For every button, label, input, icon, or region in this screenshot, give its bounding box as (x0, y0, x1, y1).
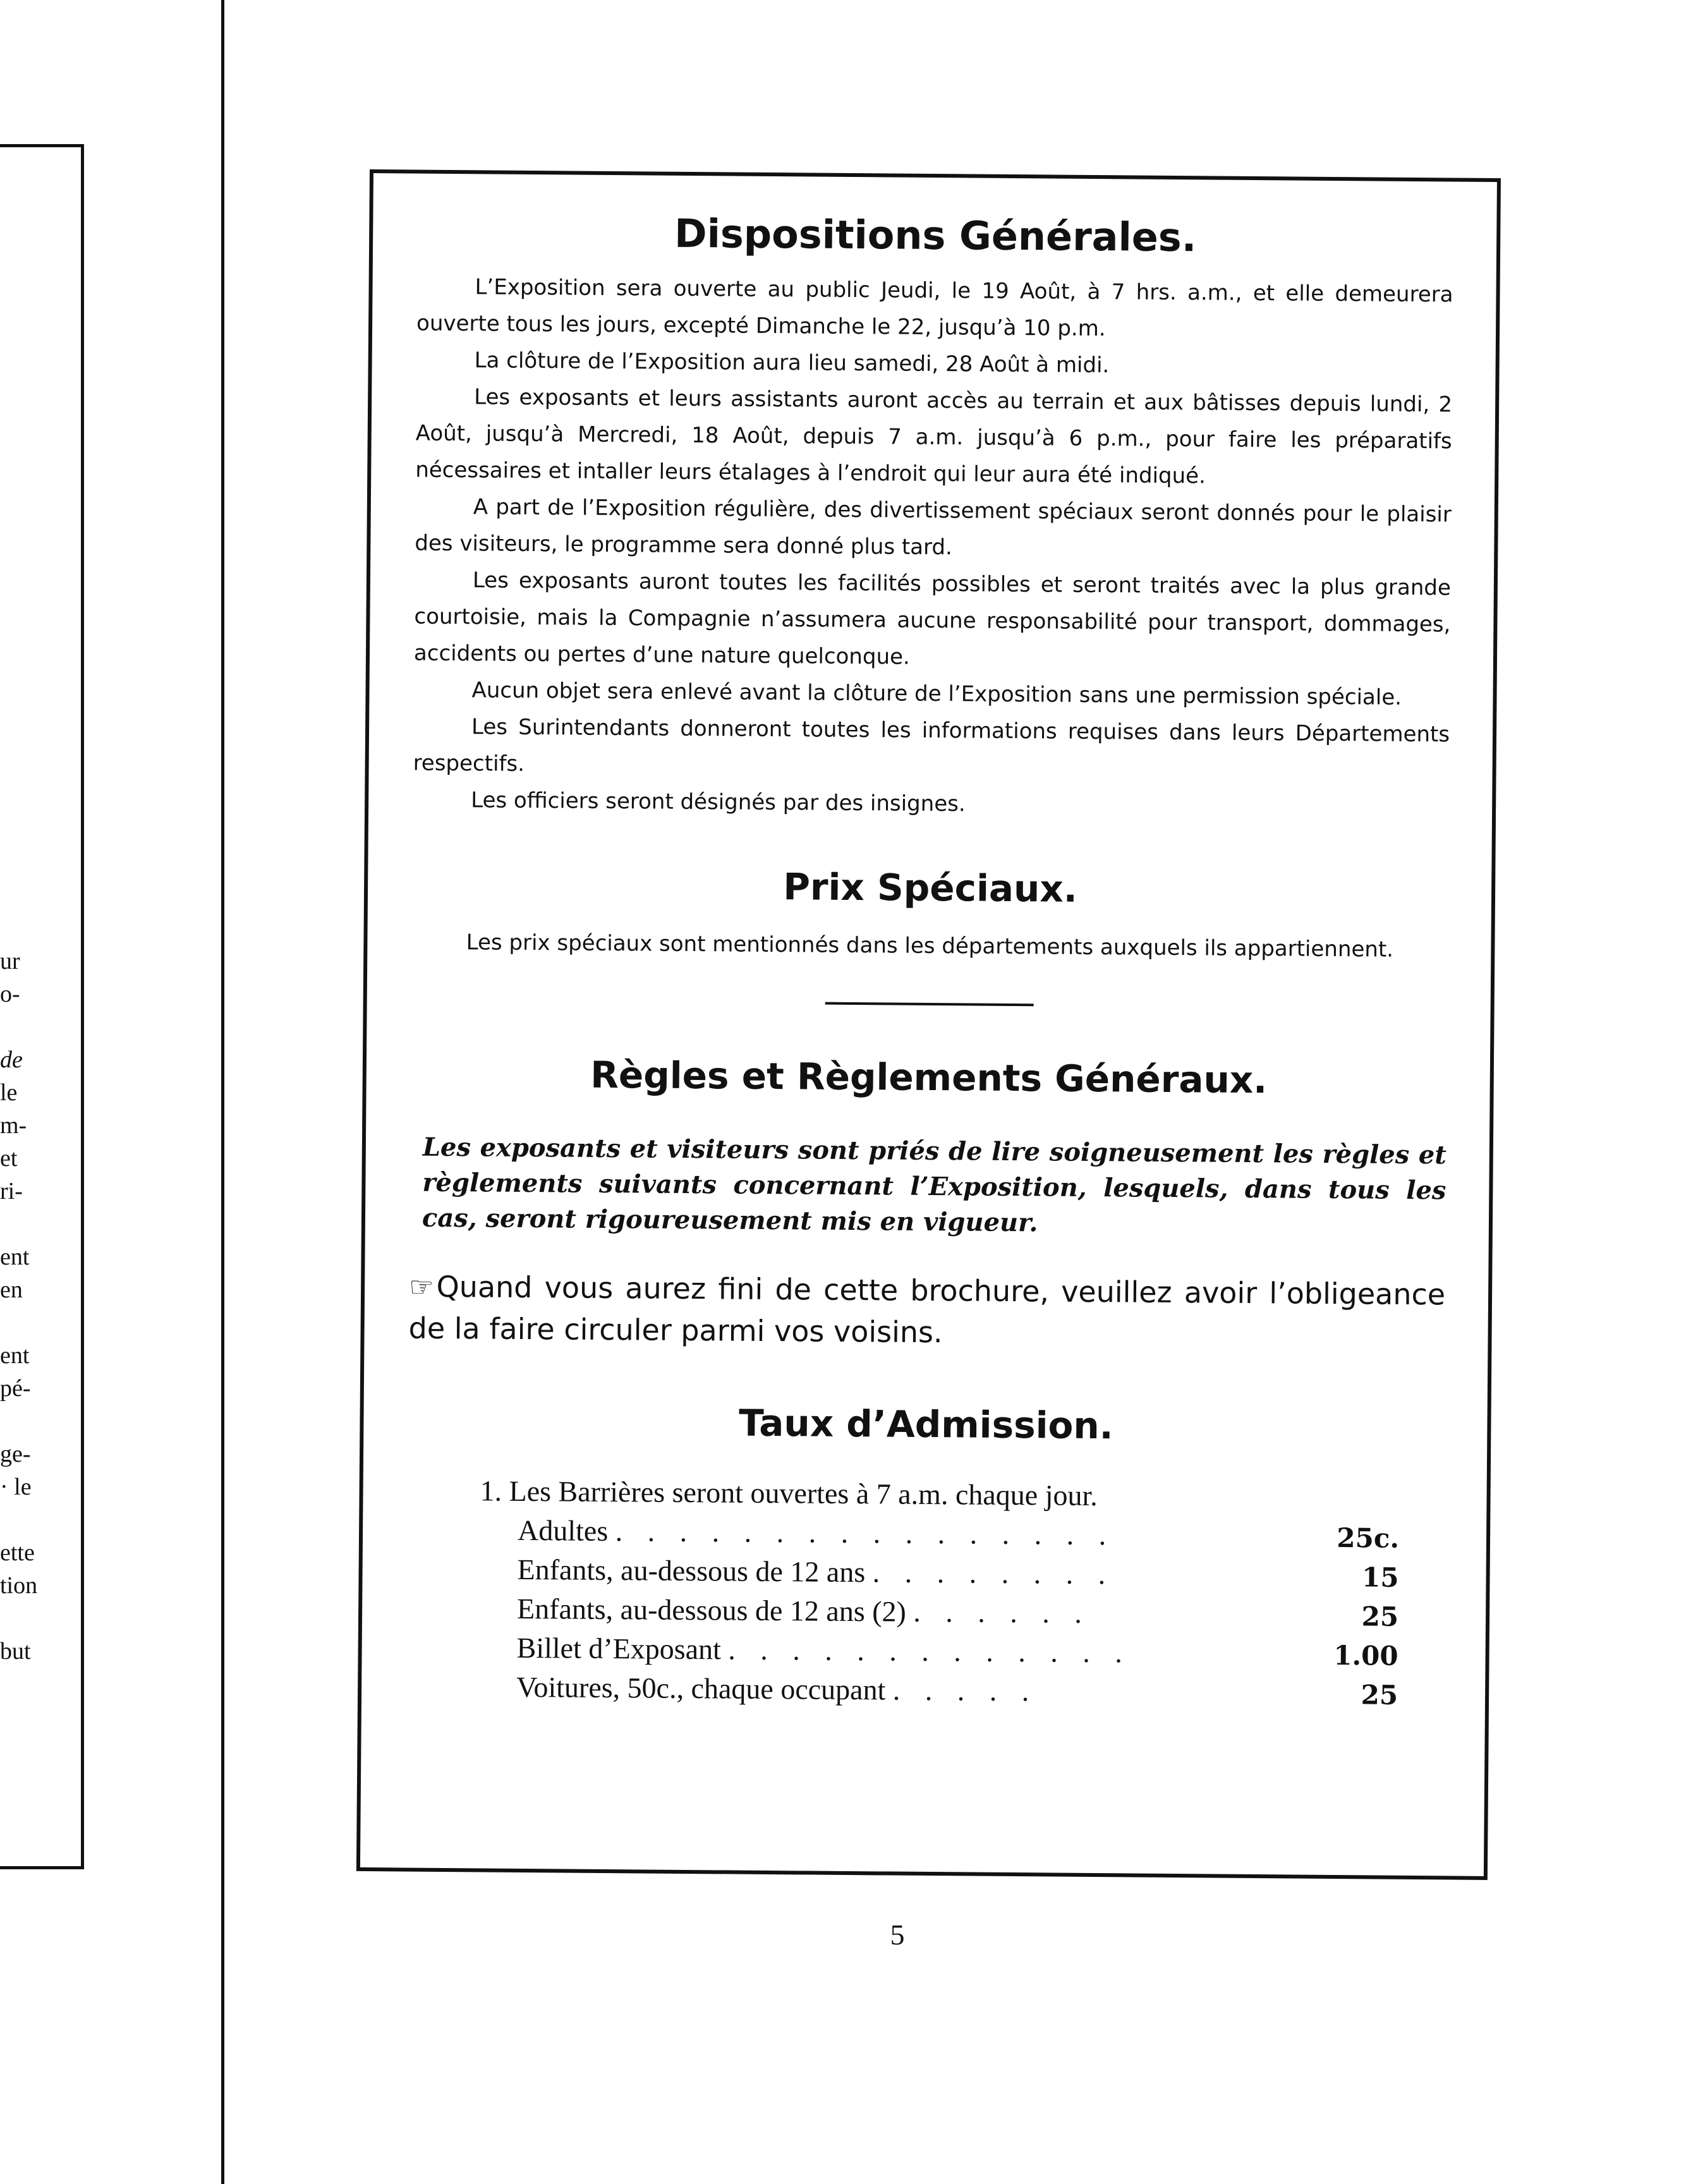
rate-label: Enfants, au-dessous de 12 ans . . . . . . . . (517, 1553, 1115, 1591)
left-line: o- (0, 981, 20, 1007)
left-line (0, 1208, 76, 1241)
rate-row (517, 1586, 1398, 1632)
left-line (0, 1405, 76, 1438)
rate-label: Adultes . . . . . . . . . . . . . . . . (517, 1514, 1115, 1551)
section-title-regles: Règles et Règlements Généraux. (590, 1053, 1268, 1102)
left-line: ette (0, 1539, 35, 1566)
paragraph: Aucun objet sera enlevé avant la clôture de l’Exposition sans une permission spéciale. (471, 677, 1402, 710)
left-line: ri- (0, 1178, 23, 1204)
rate-price: 25c. (1337, 1522, 1400, 1554)
left-line: tion (0, 1572, 38, 1599)
left-line (0, 1010, 76, 1043)
content-frame (356, 169, 1501, 1880)
left-line: but (0, 1638, 31, 1665)
left-line: le (0, 1079, 18, 1106)
paragraph: Les officiers seront désignés par des insignes. (471, 787, 966, 817)
left-line: pé- (0, 1375, 31, 1402)
left-line (0, 1306, 76, 1339)
left-line: ur (0, 948, 20, 974)
rate-price: 15 (1361, 1562, 1399, 1593)
left-line: en (0, 1277, 23, 1303)
rate-label: Voitures, 50c., chaque occupant . . . . . (516, 1670, 1038, 1708)
rate-label: Billet d’Exposant . . . . . . . . . . . . . (516, 1631, 1132, 1669)
notice-text: Quand vous aurez fini de cette brochure, veuillez avoir l’obligeance de la faire circuler parmi vos voisins. (408, 1269, 1446, 1350)
left-line: ent (0, 1342, 30, 1369)
rate-row (517, 1547, 1398, 1593)
left-line: et (0, 1145, 18, 1172)
paragraph: Les Surintendants donneront toutes les informations requises dans leurs Départements respectifs. (413, 714, 1450, 777)
rate-price: 25 (1361, 1601, 1399, 1632)
left-line (0, 1602, 76, 1635)
left-line: de (0, 1046, 23, 1073)
item-text: Les Barrières seront ouvertes à 7 a.m. chaque jour. (509, 1474, 1098, 1512)
paragraph: Les exposants auront toutes les facilités possibles et seront traités avec la plus grande courtoisie, mais la Compagnie n’assumera aucune responsabilité pour transport, dommages, accidents ou pertes d’une nature quelconque. (413, 567, 1452, 670)
paragraph: La clôture de l’Exposition aura lieu samedi, 28 Août à midi. (474, 348, 1110, 379)
section-title-taux: Taux d’Admission. (738, 1401, 1113, 1448)
page-number: 5 (890, 1919, 905, 1951)
item-number: 1. (480, 1474, 502, 1507)
rate-row (516, 1625, 1398, 1671)
left-line: ent (0, 1244, 30, 1270)
prix-text: Les prix spéciaux sont mentionnés dans les départements auxquels ils appartiennent. (466, 930, 1394, 962)
rates-table (516, 1508, 1399, 1711)
rate-row (518, 1508, 1399, 1554)
content-inner (406, 209, 1454, 1711)
left-page-fragment (0, 0, 224, 2184)
rate-price: 1.00 (1333, 1640, 1398, 1671)
left-line: m- (0, 1112, 27, 1139)
rate-label: Enfants, au-dessous de 12 ans (2) . . . . . . (516, 1592, 1091, 1630)
paragraph: A part de l’Exposition régulière, des divertissement spéciaux seront donnés pour le plaisir des visiteurs, le programme sera donné plus tard. (415, 494, 1452, 561)
section-title-dispositions: Dispositions Générales. (674, 210, 1197, 261)
rate-price: 25 (1361, 1679, 1398, 1711)
left-line (0, 1503, 76, 1536)
regles-intro: Les exposants et visiteurs sont priés de lire soigneusement les règles et règlements suivants concernant l’Exposition, lesquels, dans tous les cas, seront rigoureusement mis en vigueur. (422, 1132, 1447, 1238)
rate-row (516, 1665, 1398, 1711)
section-title-prix: Prix Spéciaux. (783, 865, 1078, 911)
paragraph: Les exposants et leurs assistants auront accès au terrain et aux bâtisses depuis lundi, 2 Août, jusqu’à Mercredi, 18 Août, depuis 7 a.m. jusqu’à 6 p.m., pour faire les préparatifs nécessaires et intaller leurs étalages à l’endroit qui leur aura été indiqué. (415, 384, 1453, 489)
divider (825, 1002, 1034, 1007)
left-line: · le (0, 1474, 32, 1500)
left-page-text (0, 945, 76, 1668)
paragraph: L’Exposition sera ouverte au public Jeudi, le 19 Août, à 7 hrs. a.m., et elle demeurera ouverte tous les jours, excepté Dimanche le 22, jusqu’à 10 p.m. (416, 274, 1453, 342)
circulation-notice (408, 1266, 1445, 1357)
left-line: ge- (0, 1441, 31, 1467)
pointing-hand-icon: ☞ (408, 1271, 434, 1304)
